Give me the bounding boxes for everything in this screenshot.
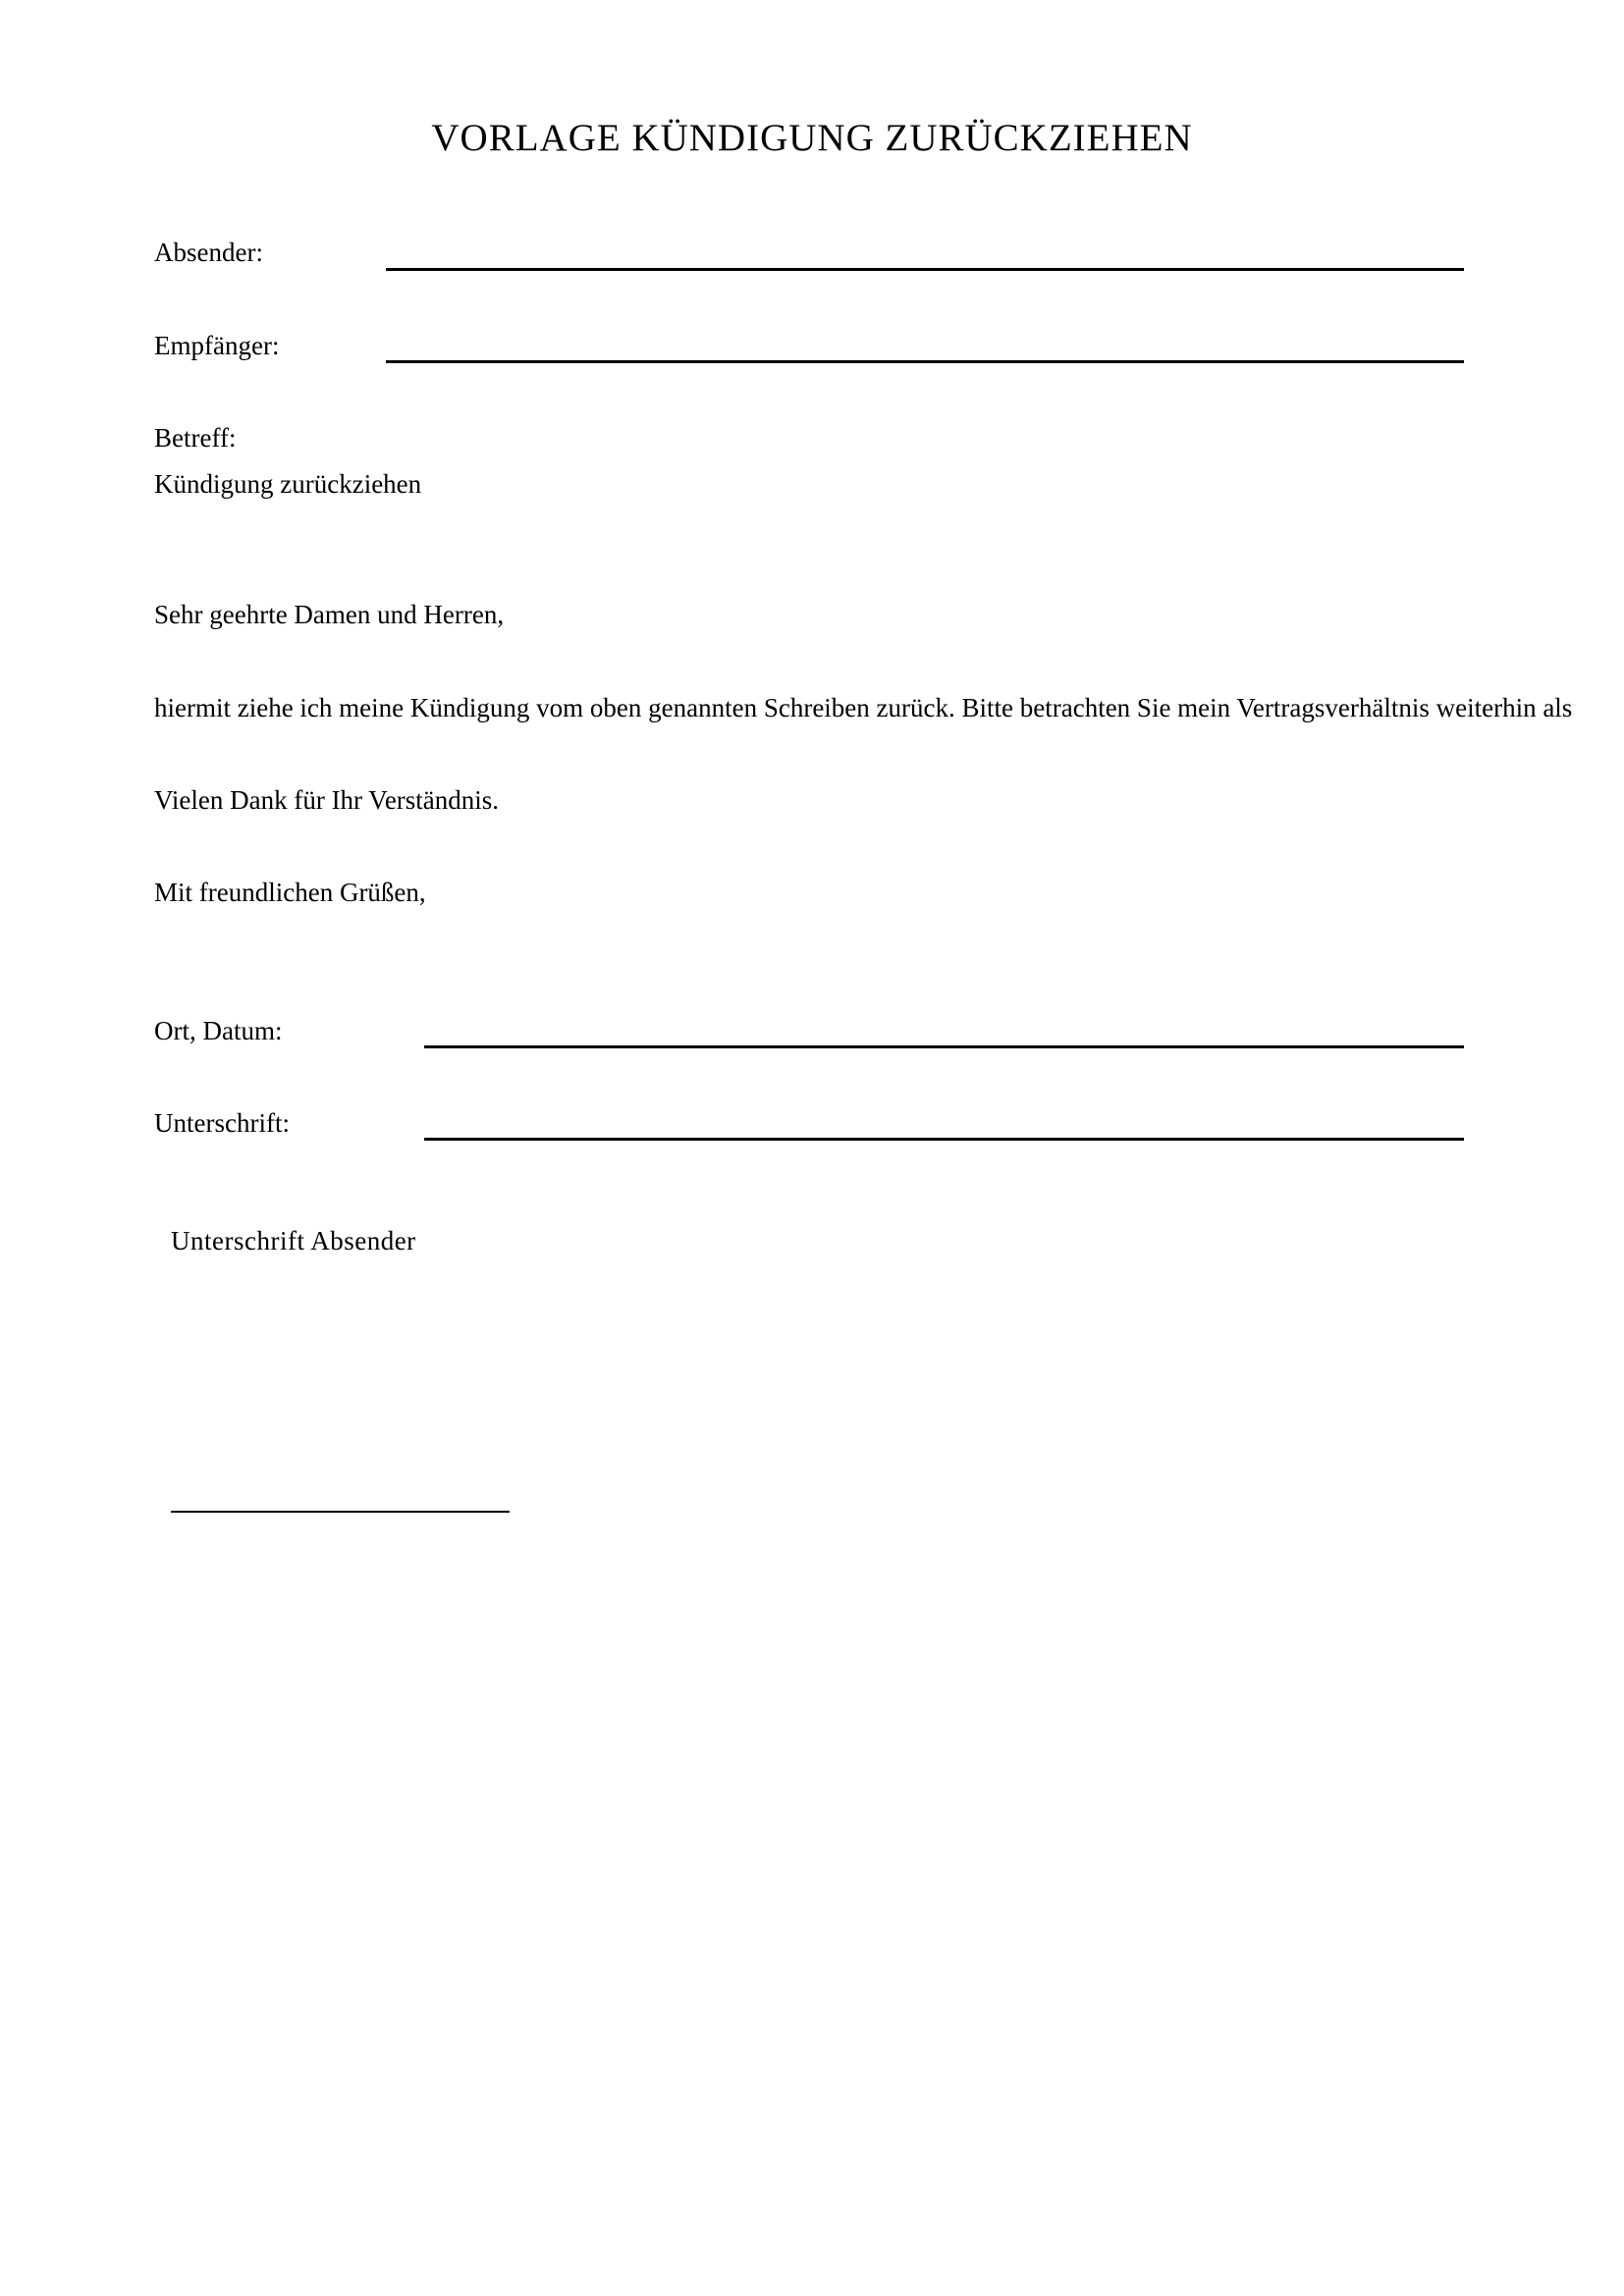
subject-label: Betreff:: [154, 423, 237, 453]
closing-line: Mit freundlichen Grüßen,: [154, 878, 426, 907]
salutation: Sehr geehrte Damen und Herren,: [154, 600, 505, 629]
recipient-label: Empfänger:: [154, 331, 280, 360]
sender-signature-line[interactable]: [171, 1511, 510, 1513]
place-date-label: Ort, Datum:: [154, 1016, 283, 1045]
document-title: VORLAGE KÜNDIGUNG ZURÜCKZIEHEN: [431, 117, 1193, 159]
signature-caption: Unterschrift Absender: [171, 1226, 416, 1255]
signature-label: Unterschrift:: [154, 1108, 290, 1138]
subject-text: Kündigung zurückziehen: [154, 469, 422, 499]
place-date-fill-line[interactable]: [424, 1045, 1464, 1048]
thanks-line: Vielen Dank für Ihr Verständnis.: [154, 785, 500, 815]
signature-fill-line[interactable]: [424, 1138, 1464, 1141]
sender-label: Absender:: [154, 238, 263, 267]
sender-fill-line[interactable]: [386, 268, 1464, 271]
recipient-fill-line[interactable]: [386, 360, 1464, 363]
body-paragraph: hiermit ziehe ich meine Kündigung vom oben genannten Schreiben zurück. Bitte betrachten Sie mein Vertragsverhältnis weiterhin als: [154, 693, 1573, 722]
